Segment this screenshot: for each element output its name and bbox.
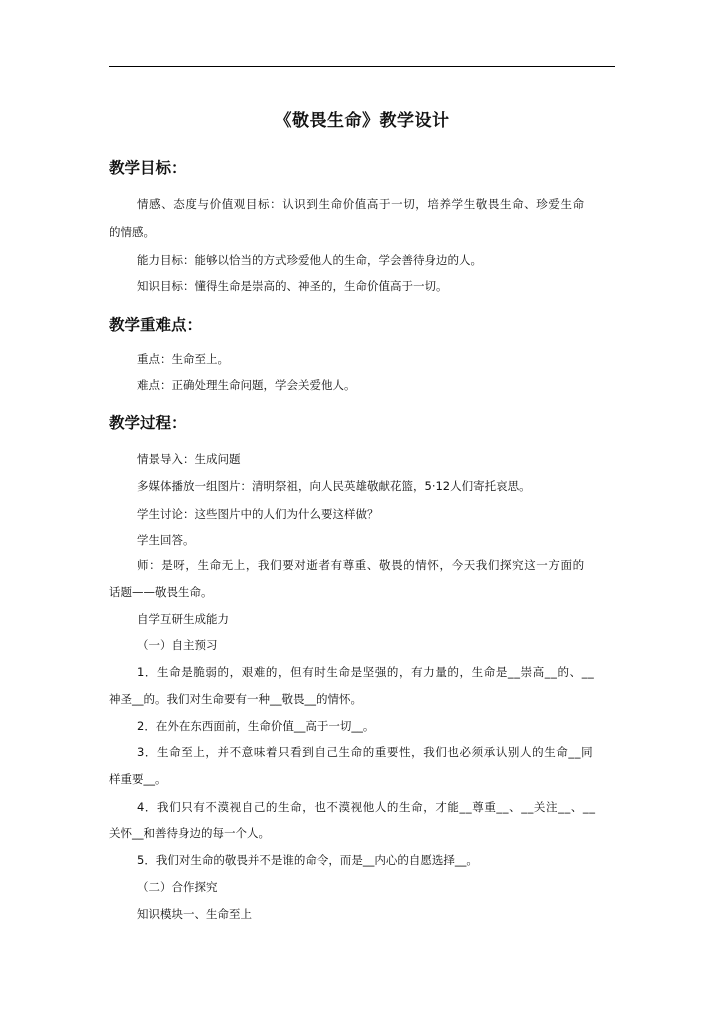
paragraph-line: 4．我们只有不漠视自己的生命，也不漠视他人的生命，才能__尊重__、__关注__、__ bbox=[137, 800, 596, 814]
paragraph-line: 神圣__的。我们对生命要有一种__敬畏__的情怀。 bbox=[109, 692, 362, 706]
paragraph-line: 3．生命至上，并不意味着只看到自己生命的重要性，我们也必须承认别人的生命__同 bbox=[137, 745, 594, 759]
paragraph-line: 能力目标：能够以恰当的方式珍爱他人的生命，学会善待身边的人。 bbox=[137, 253, 482, 267]
paragraph-line: （二）合作探究 bbox=[137, 880, 218, 894]
paragraph-line: 自学互研生成能力 bbox=[137, 612, 229, 626]
header-rule bbox=[109, 66, 615, 67]
paragraph-line: 学生讨论：这些图片中的人们为什么要这样做？ bbox=[137, 507, 379, 521]
paragraph-line: 多媒体播放一组图片：清明祭祖，向人民英雄敬献花篮，5·12人们寄托哀思。 bbox=[137, 479, 531, 493]
paragraph-line: 样重要__。 bbox=[109, 772, 167, 786]
section-heading-process: 教学过程： bbox=[109, 414, 187, 432]
paragraph-line: 难点：正确处理生命问题，学会关爱他人。 bbox=[137, 378, 356, 392]
section-heading-key-points: 教学重难点： bbox=[109, 316, 203, 334]
document-title: 《敬畏生命》教学设计 bbox=[274, 111, 450, 131]
paragraph-line: 关怀__和善待身边的每一个人。 bbox=[109, 826, 270, 840]
paragraph-line: 话题——敬畏生命。 bbox=[109, 585, 213, 599]
paragraph-line: 情景导入：生成问题 bbox=[137, 452, 241, 466]
paragraph-line: 知识目标：懂得生命是崇高的、神圣的，生命价值高于一切。 bbox=[137, 279, 448, 293]
paragraph-line: 知识模块一、生命至上 bbox=[137, 907, 252, 921]
paragraph-line: 师：是呀，生命无上，我们要对逝者有尊重、敬畏的情怀，今天我们探究这一方面的 bbox=[137, 558, 585, 572]
paragraph-line: 2．在外在东西面前，生命价值__高于一切__。 bbox=[137, 719, 375, 733]
paragraph-line: 重点：生命至上。 bbox=[137, 352, 229, 366]
paragraph-line: 5．我们对生命的敬畏并不是谁的命令，而是__内心的自愿选择__。 bbox=[137, 853, 478, 867]
paragraph-line: 1．生命是脆弱的，艰难的，但有时生命是坚强的，有力量的，生命是__崇高__的、__ bbox=[137, 665, 595, 679]
paragraph-line: 的情感。 bbox=[109, 225, 155, 239]
paragraph-line: 学生回答。 bbox=[137, 533, 195, 547]
paragraph-line: （一）自主预习 bbox=[137, 638, 218, 652]
paragraph-line: 情感、态度与价值观目标：认识到生命价值高于一切，培养学生敬畏生命、珍爱生命 bbox=[137, 197, 585, 211]
section-heading-objectives: 教学目标： bbox=[109, 159, 187, 177]
